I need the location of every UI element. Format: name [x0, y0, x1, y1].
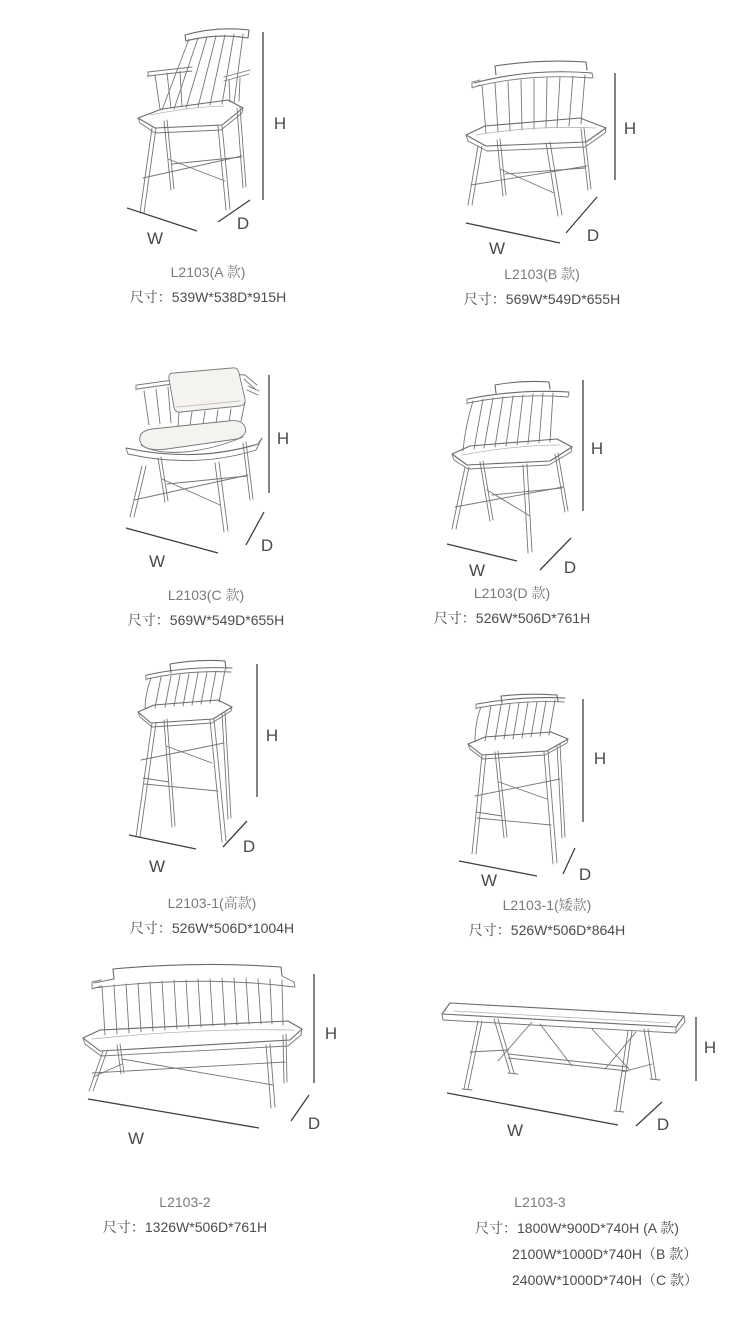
- model-size: 尺寸：569W*549D*655H: [127, 612, 285, 628]
- model-name: L2103-3: [514, 1194, 566, 1210]
- chair-a-drawing: [110, 8, 295, 248]
- chair-c-drawing: [95, 362, 295, 572]
- model-size-line: 2400W*1000D*740H（C 款）: [512, 1272, 698, 1288]
- depth-label: D: [260, 536, 274, 555]
- height-label: H: [265, 726, 279, 745]
- stool-tall-drawing: [118, 656, 283, 891]
- height-label: H: [623, 119, 637, 138]
- model-name: L2103-1(矮款): [502, 897, 592, 913]
- chair-d-drawing: [432, 377, 617, 587]
- model-size: 尺寸：526W*506D*761H: [433, 610, 591, 626]
- height-label: H: [324, 1024, 338, 1043]
- caption-b: [412, 264, 672, 309]
- depth-label: D: [563, 558, 577, 577]
- width-dim-line: [126, 528, 218, 553]
- model-size: 尺寸：539W*538D*915H: [129, 289, 287, 305]
- width-dim-line: [466, 223, 560, 243]
- model-name: L2103-2: [159, 1194, 211, 1210]
- model-name: L2103-1(高款): [167, 895, 257, 911]
- model-name: L2103(D 款): [473, 585, 551, 601]
- model-name: L2103(A 款): [170, 264, 246, 280]
- width-label: W: [127, 1129, 145, 1148]
- depth-label: D: [236, 214, 250, 233]
- width-label: W: [146, 229, 164, 248]
- caption-c: [76, 585, 336, 630]
- stool-short-drawing: [448, 692, 613, 892]
- width-dim-line: [129, 835, 196, 849]
- depth-label: D: [586, 226, 600, 245]
- caption-h-sizes: [475, 1215, 698, 1293]
- model-size: 尺寸：1326W*506D*761H: [102, 1219, 268, 1235]
- model-name: L2103(B 款): [504, 266, 580, 282]
- model-size: 尺寸：569W*549D*655H: [463, 291, 621, 307]
- depth-label: D: [242, 837, 256, 856]
- caption-d: [382, 583, 642, 628]
- chair-b-drawing: [440, 52, 640, 262]
- table-drawing: [432, 972, 732, 1147]
- width-dim-line: [447, 544, 517, 561]
- caption-a: [78, 262, 338, 307]
- caption-e: [82, 893, 342, 938]
- depth-dim-line: [291, 1095, 309, 1121]
- width-dim-line: [459, 861, 537, 876]
- model-size: 尺寸：526W*506D*1004H: [129, 920, 295, 936]
- depth-label: D: [307, 1114, 321, 1133]
- width-dim-line: [88, 1099, 259, 1128]
- height-label: H: [593, 749, 607, 768]
- width-label: W: [468, 561, 486, 580]
- width-label: W: [480, 871, 498, 890]
- depth-dim-line: [563, 848, 575, 874]
- width-label: W: [488, 239, 506, 258]
- caption-g: [55, 1192, 315, 1237]
- width-dim-line: [127, 208, 197, 231]
- width-label: W: [148, 857, 166, 876]
- model-name: L2103(C 款): [167, 587, 245, 603]
- width-label: W: [506, 1121, 524, 1140]
- caption-h-title: [405, 1192, 675, 1212]
- width-dim-line: [447, 1093, 618, 1125]
- depth-label: D: [578, 865, 592, 884]
- width-label: W: [148, 552, 166, 571]
- bench-drawing: [60, 958, 355, 1158]
- caption-f: [412, 895, 682, 940]
- height-label: H: [590, 439, 604, 458]
- height-label: H: [273, 114, 287, 133]
- model-size-line: 尺寸：1800W*900D*740H (A 款): [475, 1220, 679, 1236]
- model-size-line: 2100W*1000D*740H（B 款）: [512, 1246, 698, 1262]
- depth-label: D: [656, 1115, 670, 1134]
- height-label: H: [276, 429, 290, 448]
- height-label: H: [703, 1038, 717, 1057]
- model-size: 尺寸：526W*506D*864H: [468, 922, 626, 938]
